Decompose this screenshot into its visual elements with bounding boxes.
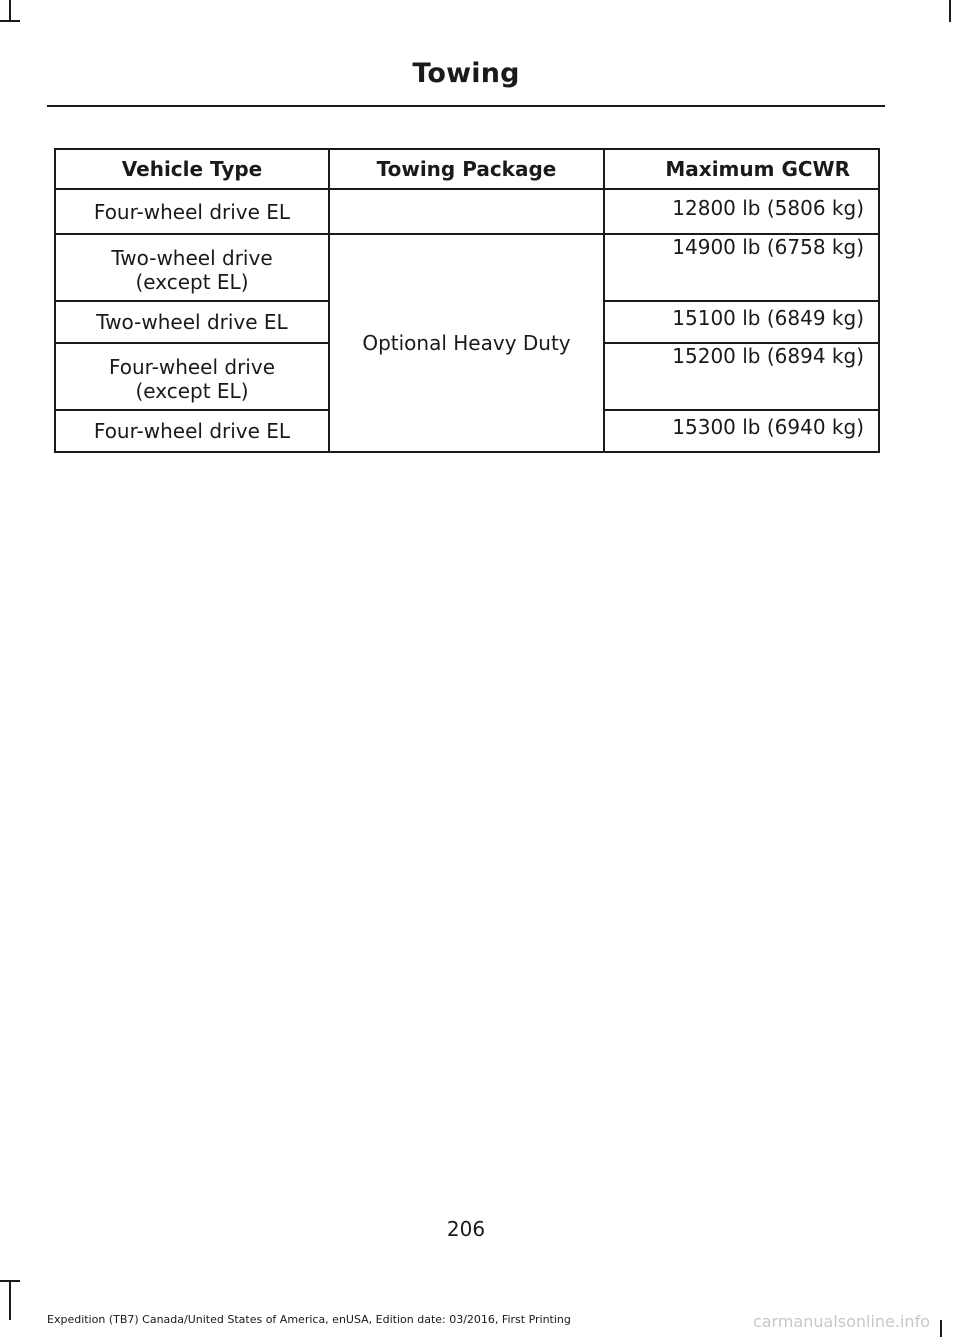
vehicle-type-cell bbox=[55, 343, 329, 410]
vehicle-type-line: (except EL) bbox=[135, 378, 249, 403]
gcwr-cell: 15300 lb (6940 kg) bbox=[604, 410, 879, 452]
vehicle-type-cell: Two-wheel drive EL bbox=[55, 301, 329, 343]
vehicle-type-line: (except EL) bbox=[135, 269, 249, 294]
column-header-vehicle-type: Vehicle Type bbox=[55, 149, 329, 189]
vehicle-type-line: Two-wheel drive bbox=[111, 245, 273, 270]
page-title: Towing bbox=[412, 58, 520, 89]
gcwr-cell: 14900 lb (6758 kg) bbox=[604, 234, 879, 301]
vehicle-type-cell bbox=[55, 234, 329, 301]
column-header-maximum-gcwr: Maximum GCWR bbox=[604, 149, 879, 189]
crop-mark-top-left-horizontal bbox=[0, 20, 20, 22]
table-header-row bbox=[55, 149, 879, 189]
crop-mark-bottom-left-vertical bbox=[9, 1280, 11, 1320]
crop-mark-top-left-vertical bbox=[9, 0, 11, 22]
gcwr-cell: 15100 lb (6849 kg) bbox=[604, 301, 879, 343]
crop-mark-bottom-left-horizontal bbox=[0, 1280, 20, 1282]
towing-gcwr-table bbox=[54, 148, 880, 453]
crop-mark-top-right-vertical bbox=[949, 0, 951, 22]
gcwr-cell: 12800 lb (5806 kg) bbox=[604, 189, 879, 234]
watermark: carmanualsonline.info bbox=[752, 1312, 930, 1331]
table-row bbox=[55, 234, 879, 301]
towing-package-merged-cell: Optional Heavy Duty bbox=[329, 234, 604, 452]
vehicle-type-cell: Four-wheel drive EL bbox=[55, 189, 329, 234]
column-header-towing-package: Towing Package bbox=[329, 149, 604, 189]
page-number: 206 bbox=[446, 1217, 486, 1241]
gcwr-cell: 15200 lb (6894 kg) bbox=[604, 343, 879, 410]
table-row bbox=[55, 189, 879, 234]
towing-package-cell bbox=[329, 189, 604, 234]
vehicle-type-line: Four-wheel drive bbox=[108, 354, 276, 379]
footer-edition-info: Expedition (TB7) Canada/United States of America, enUSA, Edition date: 03/2016, First Printing bbox=[47, 1313, 571, 1326]
crop-mark-bottom-right-vertical bbox=[940, 1320, 942, 1337]
header-divider bbox=[47, 105, 885, 107]
vehicle-type-cell: Four-wheel drive EL bbox=[55, 410, 329, 452]
